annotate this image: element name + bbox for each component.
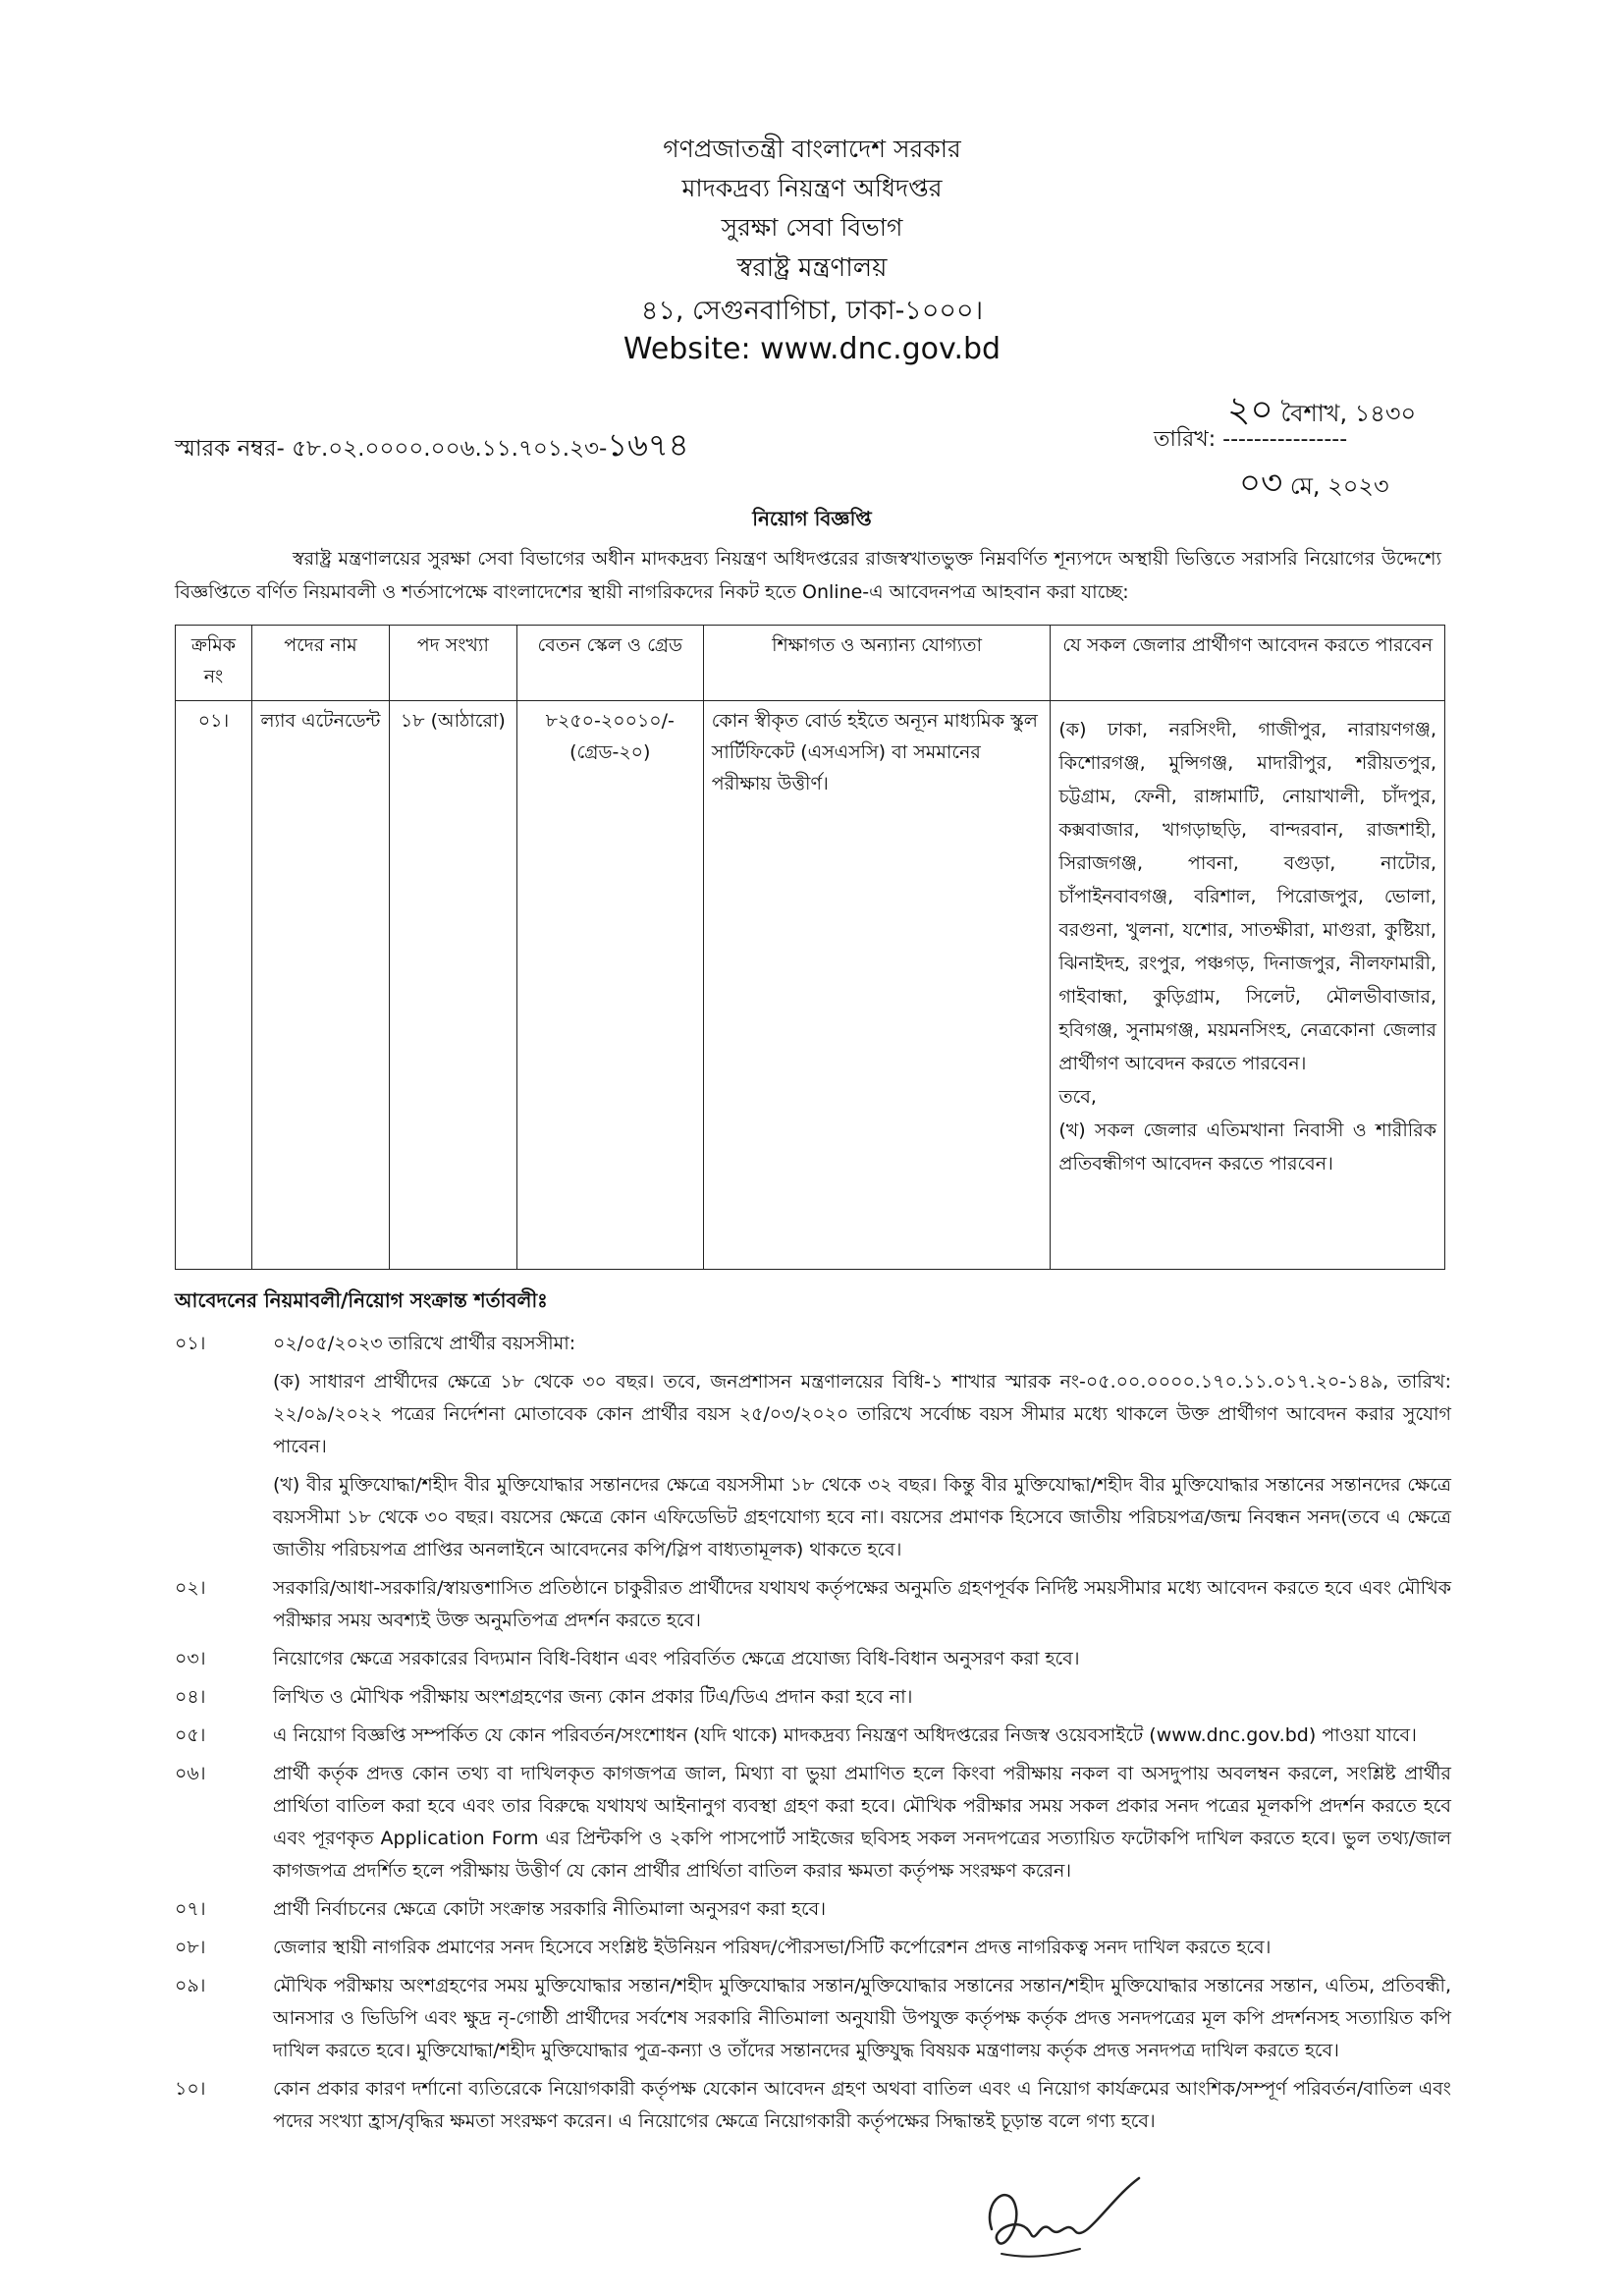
rule-item <box>175 1681 1451 1714</box>
col-post-name: পদের নাম <box>251 626 389 701</box>
rule-item <box>175 1469 1451 1566</box>
col-qualification: শিক্ষাগত ও অন্যান্য যোগ্যতা <box>703 626 1051 701</box>
rule-item <box>175 1643 1451 1675</box>
rule-item <box>175 2073 1451 2138</box>
rule-text: ০২/০৫/২০২৩ তারিখে প্রার্থীর বয়সসীমা: <box>273 1333 576 1354</box>
header-address: ৪১, সেগুনবাগিচা, ঢাকা-১০০০। <box>640 296 984 326</box>
rules-title: আবেদনের নিয়মাবলী/নিয়োগ সংক্রান্ত শর্তাবলীঃ <box>175 1288 548 1312</box>
notice-title: নিয়োগ বিজ্ঞপ্তি <box>752 507 872 530</box>
table-header-row <box>176 626 1445 701</box>
rule-number: ০৯। <box>175 1975 206 1996</box>
rule-number: ০৪। <box>175 1686 206 1708</box>
rules-list <box>175 1328 1451 2144</box>
rule-number: ১০। <box>175 2078 206 2100</box>
english-date-day: ০৩ <box>1239 464 1283 503</box>
rule-item <box>175 1893 1451 1926</box>
rule-number: ০৫। <box>175 1724 206 1746</box>
col-districts: যে সকল জেলার প্রার্থীগণ আবেদন করতে পারবেন <box>1051 626 1445 701</box>
rule-number: ০৮। <box>175 1937 206 1958</box>
rule-text: কোন প্রকার কারণ দর্শানো ব্যতিরেকে নিয়োগকারী কর্তৃপক্ষ যেকোন আবেদন গ্রহণ অথবা বাতিল এবং এ নিয়োগ কার্যক্রমের আংশিক/সম্পূর্ণ পরিবর্তন/বাতিল এবং পদের সংখ্যা হ্রাস/বৃদ্ধির ক্ষমতা সংরক্ষণ করেন। এ নিয়োগের ক্ষেত্রে নিয়োগকারী কর্তৃপক্ষের সিদ্ধান্তই চূড়ান্ত বলে গণ্য হবে। <box>273 2078 1451 2132</box>
rule-item <box>175 1572 1451 1637</box>
rule-text: জেলার স্থায়ী নাগরিক প্রমাণের সনদ হিসেবে সংশ্লিষ্ট ইউনিয়ন পরিষদ/পৌরসভা/সিটি কর্পোরেশন প্রদত্ত নাগরিকত্ব সনদ দাখিল করতে হবে। <box>273 1937 1272 1958</box>
rule-number <box>175 1366 273 1463</box>
col-pay-scale: বেতন স্কেল ও গ্রেড <box>516 626 703 701</box>
english-date-rest: মে, ২০২৩ <box>1282 472 1389 500</box>
rule-number <box>175 1469 273 1566</box>
rule-text: লিখিত ও মৌখিক পরীক্ষায় অংশগ্রহণের জন্য কোন প্রকার টিএ/ডিএ প্রদান করা হবে না। <box>273 1686 913 1708</box>
memo-number <box>175 420 688 473</box>
districts-then: তবে, <box>1058 1086 1097 1108</box>
rule-text: এ নিয়োগ বিজ্ঞপ্তি সম্পর্কিত যে কোন পরিবর্তন/সংশোধন (যদি থাকে) মাদকদ্রব্য নিয়ন্ত্রণ অধিদপ্তরের নিজস্ব ওয়েবসাইটে (www.dnc.gov.bd) পাওয়া যাবে। <box>273 1724 1417 1746</box>
header-ministry: স্বরাষ্ট্র মন্ত্রণালয় <box>736 253 888 283</box>
rule-item <box>175 1932 1451 1964</box>
memo-handwritten-number: ১৬৭৪ <box>607 426 689 464</box>
date-label: তারিখ: ---------------- <box>1154 427 1348 452</box>
rule-text: সরকারি/আধা-সরকারি/স্বায়ত্তশাসিত প্রতিষ্ঠানে চাকুরীরত প্রার্থীদের যথাযথ কর্তৃপক্ষের অনুমতি গ্রহণপূর্বক নির্দিষ্ট সময়সীমার মধ্যে আবেদন করতে হবে এবং মৌখিক পরীক্ষার সময় অবশ্যই উক্ত অনুমতিপত্র প্রদর্শন করতে হবে। <box>273 1577 1451 1631</box>
cell-serial: ০১। <box>176 701 252 1270</box>
header-website: Website: www.dnc.gov.bd <box>623 332 1001 366</box>
cell-districts <box>1051 701 1445 1270</box>
rule-number: ০১। <box>175 1333 206 1354</box>
col-serial: ক্রমিক নং <box>176 626 252 701</box>
rule-number: ০৬। <box>175 1763 206 1784</box>
table-row <box>176 701 1445 1270</box>
rule-text: (ক) সাধারণ প্রার্থীদের ক্ষেত্রে ১৮ থেকে ৩০ বছর। তবে, জনপ্রশাসন মন্ত্রণালয়ের বিধি-১ শাখার স্মারক নং-০৫.০০.০০০০.১৭০.১১.০১৭.২০-১৪৯, তারিখ: ২২/০৯/২০২২ পত্রের নির্দেশনা মোতাবেক কোন প্রার্থীর বয়স ২৫/০৩/২০২০ তারিখে সর্বোচ্চ বয়স সীমার মধ্যে থাকলে উক্ত প্রার্থীগণ আবেদন করার সুযোগ পাবেন। <box>273 1371 1451 1457</box>
rule-number: ০২। <box>175 1577 206 1599</box>
cell-post-name: ল্যাব এটেনডেন্ট <box>251 701 389 1270</box>
posts-table <box>175 625 1445 1270</box>
cell-pay-scale: ৮২৫০-২০০১০/- (গ্রেড-২০) <box>516 701 703 1270</box>
col-post-count: পদ সংখ্যা <box>389 626 516 701</box>
rule-number: ০৩। <box>175 1648 206 1669</box>
header-department: মাদকদ্রব্য নিয়ন্ত্রণ অধিদপ্তর <box>681 174 943 202</box>
header-government: গণপ্রজাতন্ত্রী বাংলাদেশ সরকার <box>663 135 961 163</box>
districts-list-b: (খ) সকল জেলার এতিমখানা নিবাসী ও শারীরিক প্রতিবন্ধীগণ আবেদন করতে পারবেন। <box>1058 1120 1436 1175</box>
cell-post-count: ১৮ (আঠারো) <box>389 701 516 1270</box>
rule-number: ০৭। <box>175 1898 206 1920</box>
signature <box>972 2160 1149 2269</box>
rule-item <box>175 1328 1451 1360</box>
rule-item <box>175 1720 1451 1752</box>
bangla-date-rest: বৈশাখ, ১৪৩০ <box>1272 400 1417 427</box>
rule-text: প্রার্থী নির্বাচনের ক্ষেত্রে কোটা সংক্রান্ত সরকারি নীতিমালা অনুসরণ করা হবে। <box>273 1898 827 1920</box>
memo-prefix: স্মারক নম্বর- ৫৮.০২.০০০০.০০৬.১১.৭০১.২৩- <box>175 436 608 462</box>
header-division: সুরক্ষা সেবা বিভাগ <box>721 213 903 242</box>
districts-list-a: (ক) ঢাকা, নরসিংদী, গাজীপুর, নারায়ণগঞ্জ, কিশোরগঞ্জ, মুন্সিগঞ্জ, মাদারীপুর, শরীয়তপুর, চট্টগ্রাম, ফেনী, রাঙ্গামাটি, নোয়াখালী, চাঁদপুর, কক্সবাজার, খাগড়াছড়ি, বান্দরবান, রাজশাহী, সিরাজগঞ্জ, পাবনা, বগুড়া, নাটোর, চাঁপাইনবাবগঞ্জ, বরিশাল, পিরোজপুর, ভোলা, বরগুনা, খুলনা, যশোর, সাতক্ষীরা, মাগুরা, কুষ্টিয়া, ঝিনাইদহ, রংপুর, পঞ্চগড়, দিনাজপুর, নীলফামারী, গাইবান্ধা, কুড়িগ্রাম, সিলেট, মৌলভীবাজার, হবিগঞ্জ, সুনামগঞ্জ, ময়মনসিংহ, নেত্রকোনা জেলার প্রার্থীগণ আবেদন করতে পারবেন। <box>1058 719 1436 1074</box>
bangla-date-day: ২০ <box>1227 390 1273 430</box>
intro-paragraph: স্বরাষ্ট্র মন্ত্রণালয়ের সুরক্ষা সেবা বিভাগের অধীন মাদকদ্রব্য নিয়ন্ত্রণ অধিদপ্তরের রাজস্বখাতভুক্ত নিম্নবর্ণিত শূন্যপদে অস্থায়ী ভিত্তিতে সরাসরি নিয়োগের উদ্দেশ্যে বিজ্ঞপ্তিতে বর্ণিত নিয়মাবলী ও শর্তসাপেক্ষে বাংলাদেশের স্থায়ী নাগরিকদের নিকট হতে Online-এ আবেদনপত্র আহবান করা যাচ্ছে: <box>175 548 1441 603</box>
cell-qualification: কোন স্বীকৃত বোর্ড হইতে অন্যূন মাধ্যমিক স্কুল সার্টিফিকেট (এসএসসি) বা সমমানের পরীক্ষায় উত্তীর্ণ। <box>703 701 1051 1270</box>
rule-text: (খ) বীর মুক্তিযোদ্ধা/শহীদ বীর মুক্তিযোদ্ধার সন্তানদের ক্ষেত্রে বয়সসীমা ১৮ থেকে ৩২ বছর। কিন্তু বীর মুক্তিযোদ্ধা/শহীদ বীর মুক্তিযোদ্ধার সন্তানের সন্তানদের ক্ষেত্রে বয়সসীমা ১৮ থেকে ৩০ বছর। বয়সের ক্ষেত্রে কোন এফিডেভিট গ্রহণযোগ্য হবে না। বয়সের প্রমাণক হিসেবে জাতীয় পরিচয়পত্র/জন্ম নিবন্ধন সনদ(তবে এ ক্ষেত্রে জাতীয় পরিচয়পত্র প্রাপ্তির অনলাইনে আবেদনের কপি/স্লিপ বাধ্যতামূলক) থাকতে হবে। <box>273 1474 1451 1560</box>
rule-item <box>175 1366 1451 1463</box>
rule-text: নিয়োগের ক্ষেত্রে সরকারের বিদ্যমান বিধি-বিধান এবং পরিবর্তিত ক্ষেত্রে প্রযোজ্য বিধি-বিধান অনুসরণ করা হবে। <box>273 1648 1080 1669</box>
rule-text: প্রার্থী কর্তৃক প্রদত্ত কোন তথ্য বা দাখিলকৃত কাগজপত্র জাল, মিথ্যা বা ভুয়া প্রমাণিত হলে কিংবা পরীক্ষায় নকল বা অসদুপায় অবলম্বন করলে, সংশ্লিষ্ট প্রার্থীর প্রার্থিতা বাতিল করা হবে এবং তার বিরুদ্ধে যথাযথ আইনানুগ ব্যবস্থা গ্রহণ করা হবে। মৌখিক পরীক্ষার সময় সকল প্রকার সনদ পত্রের মূলকপি প্রদর্শন করতে হবে এবং পূরণকৃত Application Form এর প্রিন্টকপি ও ২কপি পাসপোর্ট সাইজের ছবিসহ সকল সনদপত্রের সত্যায়িত ফটোকপি দাখিল করতে হবে। ভুল তথ্য/জাল কাগজপত্র প্রদর্শিত হলে পরীক্ষায় উত্তীর্ণ যে কোন প্রার্থীর প্রার্থিতা বাতিল করার ক্ষমতা কর্তৃপক্ষ সংরক্ষণ করেন। <box>273 1763 1451 1882</box>
rule-text: মৌখিক পরীক্ষায় অংশগ্রহণের সময় মুক্তিযোদ্ধার সন্তান/শহীদ মুক্তিযোদ্ধার সন্তান/মুক্তিযোদ্ধার সন্তানের সন্তান/শহীদ মুক্তিযোদ্ধার সন্তানের সন্তান, এতিম, প্রতিবন্ধী, আনসার ও ভিডিপি এবং ক্ষুদ্র নৃ-গোষ্ঠী প্রার্থীদের সর্বশেষ সরকারি নীতিমালা অনুযায়ী উপযুক্ত কর্তৃপক্ষ কর্তৃক প্রদত্ত সনদপত্রের মূল কপি প্রদর্শনসহ সত্যায়িত কপি দাখিল করতে হবে। মুক্তিযোদ্ধা/শহীদ মুক্তিযোদ্ধার পুত্র-কন্যা ও তাঁদের সন্তানদের মুক্তিযুদ্ধ বিষয়ক মন্ত্রণালয় কর্তৃক প্রদত্ত সনদপত্র দাখিল করতে হবে। <box>273 1975 1451 2061</box>
rule-item <box>175 1758 1451 1887</box>
rule-item <box>175 1970 1451 2067</box>
